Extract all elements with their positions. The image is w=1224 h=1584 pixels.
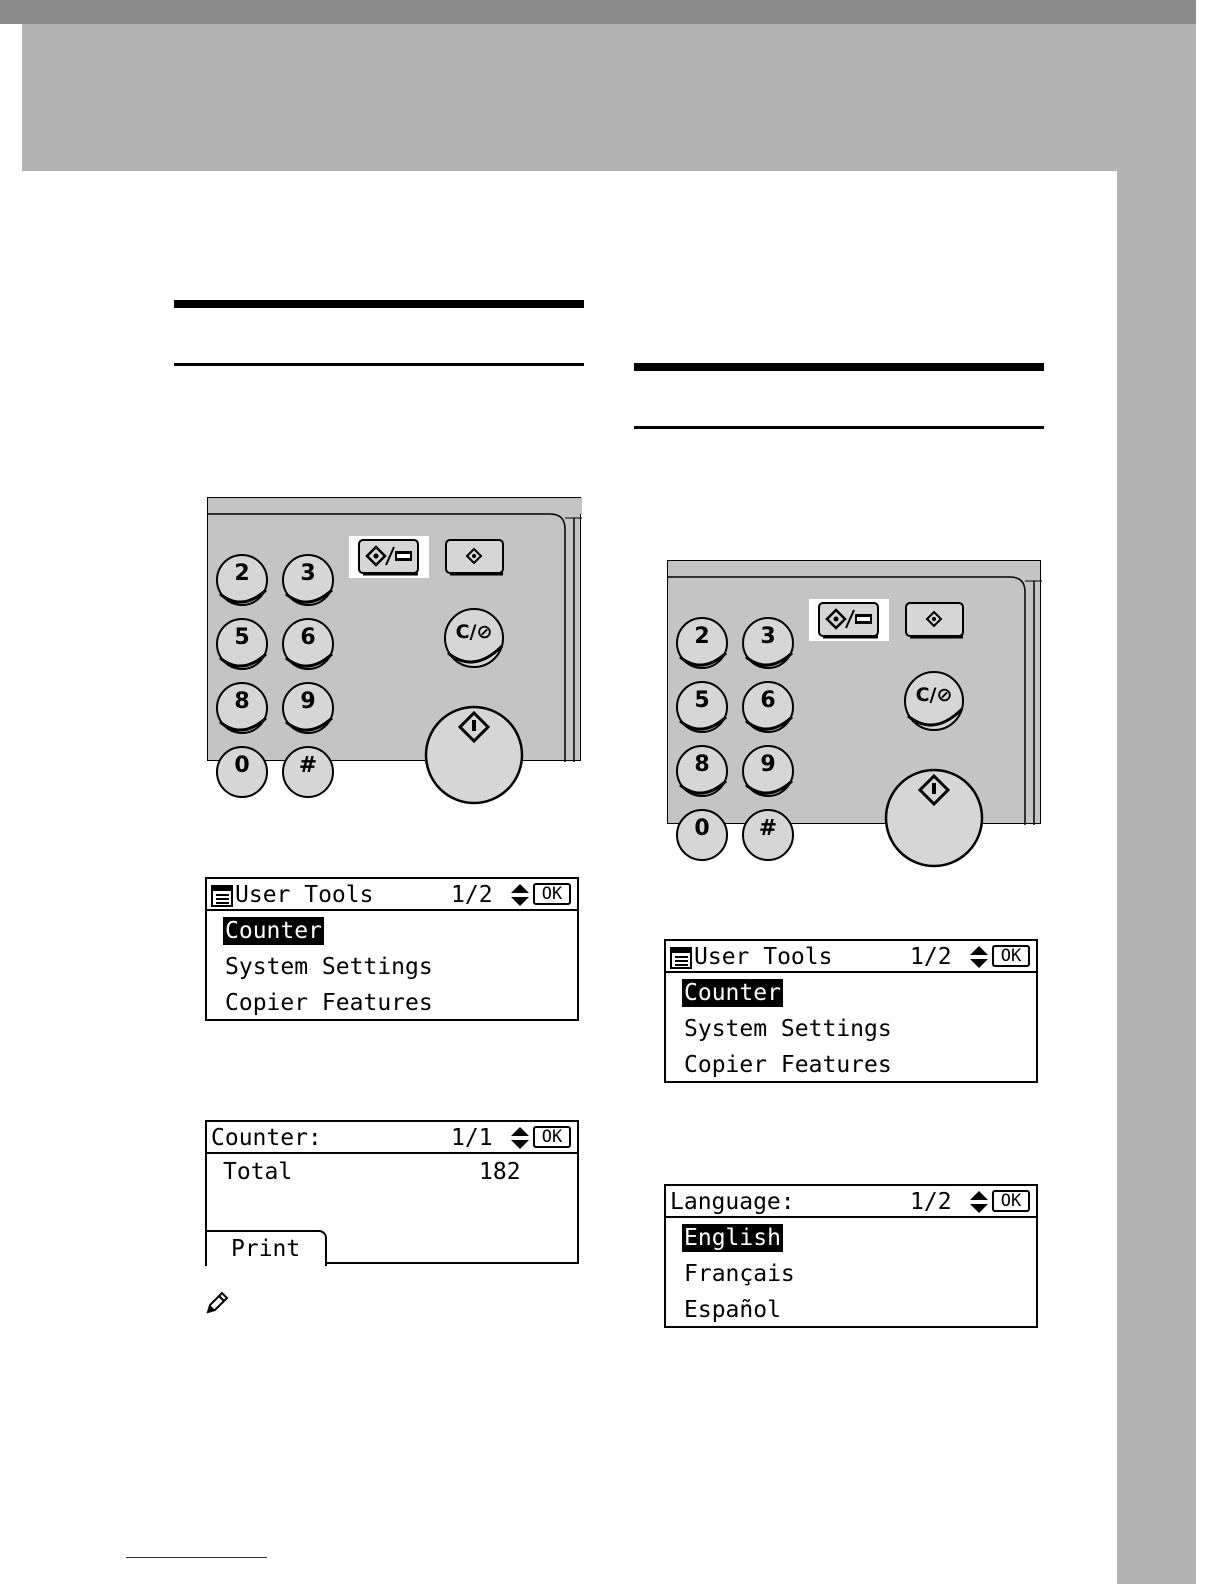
menu-item-system-settings[interactable]: System Settings (225, 954, 433, 980)
start-key[interactable] (886, 770, 982, 866)
key-0-label: 0 (234, 753, 250, 778)
key-3[interactable] (283, 555, 333, 605)
lcd-page-indicator: 1/2 (451, 882, 493, 908)
menu-item-copier-features[interactable]: Copier Features (225, 990, 433, 1016)
clear-stop-key[interactable] (905, 672, 963, 730)
key-hash[interactable] (283, 747, 333, 797)
lcd-counter (205, 1120, 579, 1264)
user-tools-counter-key[interactable] (349, 536, 429, 578)
right-section-heading-rule (634, 363, 1044, 371)
key-2-label: 2 (694, 624, 710, 649)
lcd-header (207, 879, 577, 911)
clear-stop-key[interactable] (445, 609, 503, 667)
lcd-page-indicator: 1/2 (910, 1189, 952, 1215)
key-6[interactable] (743, 682, 793, 732)
page-header-band (22, 24, 1196, 171)
lcd-header (666, 941, 1036, 973)
key-9-label: 9 (300, 689, 316, 714)
key-8-label: 8 (234, 689, 250, 714)
key-8[interactable] (677, 746, 727, 796)
user-tools-counter-key[interactable] (809, 599, 889, 641)
scroll-arrows-icon[interactable] (969, 945, 989, 969)
pencil-note-icon (204, 1290, 230, 1316)
scroll-arrows-icon[interactable] (510, 883, 530, 907)
menu-item-counter[interactable]: Counter (225, 918, 322, 944)
clear-stop-label: C/⊘ (455, 621, 493, 643)
counter-total-label: Total (223, 1159, 293, 1185)
key-0-label: 0 (694, 816, 710, 841)
menu-item-counter[interactable]: Counter (684, 980, 781, 1006)
key-3-label: 3 (760, 624, 776, 649)
key-3-label: 3 (300, 561, 316, 586)
key-5-label: 5 (694, 688, 710, 713)
check-key[interactable] (906, 603, 963, 637)
key-6[interactable] (283, 619, 333, 669)
key-5[interactable] (677, 682, 727, 732)
control-panel-illustration-right (667, 560, 1041, 841)
print-tab-button[interactable]: Print (205, 1230, 327, 1266)
lcd-title-text: User Tools (694, 944, 833, 970)
clear-stop-label: C/⊘ (915, 684, 953, 706)
lcd-user-tools-right (664, 939, 1038, 1083)
key-9-label: 9 (760, 752, 776, 777)
page-side-tab-band (1117, 171, 1196, 1584)
lcd-page-indicator: 1/2 (910, 944, 952, 970)
language-option-english[interactable]: English (684, 1225, 781, 1251)
control-panel-illustration-left (207, 497, 581, 778)
lcd-title-text: User Tools (235, 882, 374, 908)
left-section-heading-rule (174, 300, 584, 308)
ok-key[interactable]: OK (992, 945, 1030, 967)
ok-key[interactable]: OK (992, 1190, 1030, 1212)
right-section-subheading-rule (634, 426, 1044, 429)
key-hash-label: # (298, 753, 318, 778)
lcd-title: Counter: (211, 1125, 322, 1151)
lcd-page-indicator: 1/1 (451, 1125, 493, 1151)
counter-total-value: 182 (479, 1159, 521, 1185)
ok-key[interactable]: OK (533, 883, 571, 905)
key-hash[interactable] (743, 810, 793, 860)
ok-key[interactable]: OK (533, 1126, 571, 1148)
language-option-francais[interactable]: Français (684, 1261, 795, 1287)
key-5-label: 5 (234, 625, 250, 650)
menu-item-system-settings[interactable]: System Settings (684, 1016, 892, 1042)
check-key[interactable] (446, 540, 503, 574)
lcd-title (211, 881, 373, 909)
key-2-label: 2 (234, 561, 250, 586)
key-0[interactable] (217, 747, 267, 797)
key-hash-label: # (758, 816, 778, 841)
key-5[interactable] (217, 619, 267, 669)
left-section-subheading-rule (174, 363, 584, 366)
key-9[interactable] (743, 746, 793, 796)
key-2[interactable] (677, 618, 727, 668)
key-0[interactable] (677, 810, 727, 860)
key-8-label: 8 (694, 752, 710, 777)
key-8[interactable] (217, 683, 267, 733)
scroll-arrows-icon[interactable] (510, 1126, 530, 1150)
menu-item-copier-features[interactable]: Copier Features (684, 1052, 892, 1078)
key-9[interactable] (283, 683, 333, 733)
lcd-user-tools-left (205, 877, 579, 1021)
lcd-language (664, 1184, 1038, 1328)
start-key[interactable] (426, 707, 522, 803)
menu-list-icon (670, 947, 692, 969)
key-6-label: 6 (300, 625, 316, 650)
key-2[interactable] (217, 555, 267, 605)
footer-link-underline[interactable] (126, 1557, 267, 1558)
lcd-header (666, 1186, 1036, 1218)
language-option-espanol[interactable]: Español (684, 1297, 781, 1323)
scroll-arrows-icon[interactable] (969, 1190, 989, 1214)
key-6-label: 6 (760, 688, 776, 713)
lcd-title: Language: (670, 1189, 795, 1215)
key-3[interactable] (743, 618, 793, 668)
lcd-title (670, 943, 832, 971)
lcd-header (207, 1122, 577, 1154)
page-top-strip (0, 0, 1196, 24)
menu-list-icon (211, 885, 233, 907)
